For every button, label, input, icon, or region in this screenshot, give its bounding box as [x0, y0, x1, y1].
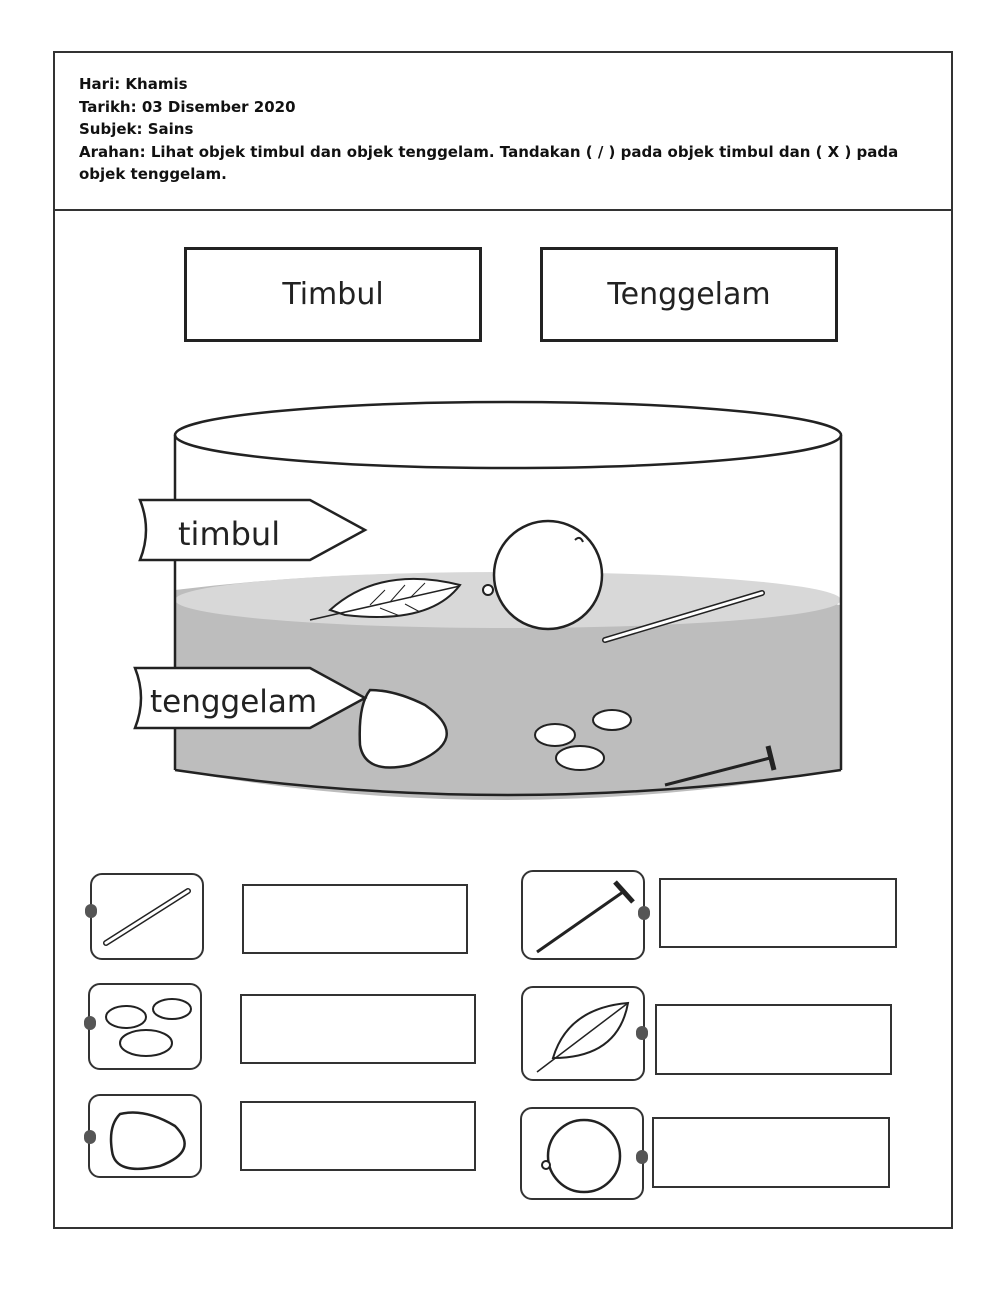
container-rim	[175, 402, 841, 468]
item-ball-answer[interactable]	[652, 1117, 890, 1188]
leaf-icon	[523, 988, 647, 1083]
item-leaf-card[interactable]	[521, 986, 645, 1081]
scene-label-timbul-text: timbul	[178, 515, 281, 553]
item-stone-connector[interactable]	[84, 1130, 96, 1144]
water-container-illustration	[80, 350, 860, 830]
category-timbul-label: Timbul	[282, 277, 384, 312]
coins-icon	[90, 985, 204, 1072]
day-text: Hari: Khamis	[79, 75, 188, 93]
item-nail-answer[interactable]	[659, 878, 897, 948]
item-straw-answer[interactable]	[242, 884, 468, 954]
category-timbul-box[interactable]	[184, 247, 482, 342]
item-coins-answer[interactable]	[240, 994, 476, 1064]
item-stone-card[interactable]	[88, 1094, 202, 1178]
ball-icon	[522, 1109, 646, 1202]
scene-label-timbul	[140, 500, 365, 560]
scene-label-tenggelam-text: tenggelam	[150, 684, 318, 720]
item-ball-connector[interactable]	[636, 1150, 648, 1164]
item-coins-connector[interactable]	[84, 1016, 96, 1030]
item-nail-card[interactable]	[521, 870, 645, 960]
straw-icon	[92, 875, 206, 962]
item-nail-connector[interactable]	[638, 906, 650, 920]
item-leaf-connector[interactable]	[636, 1026, 648, 1040]
subject-text: Subjek: Sains	[79, 120, 194, 138]
item-coins-card[interactable]	[88, 983, 202, 1070]
date-text: Tarikh: 03 Disember 2020	[79, 97, 296, 116]
item-stone-answer[interactable]	[240, 1101, 476, 1171]
instruction-line-1: Arahan: Lihat objek timbul dan objek tenggelam. Tandakan ( / ) pada objek timbul dan ( X ) pada	[79, 142, 899, 161]
stone-icon	[90, 1096, 204, 1180]
worksheet-header	[55, 53, 951, 211]
nail-icon	[523, 872, 647, 962]
category-tenggelam-box[interactable]	[540, 247, 838, 342]
item-ball-card[interactable]	[520, 1107, 644, 1200]
item-leaf-answer[interactable]	[655, 1004, 892, 1075]
instruction-line-2: objek tenggelam.	[79, 165, 227, 183]
category-tenggelam-label: Tenggelam	[607, 277, 771, 312]
item-straw-card[interactable]	[90, 873, 204, 960]
item-straw-connector[interactable]	[85, 904, 97, 918]
